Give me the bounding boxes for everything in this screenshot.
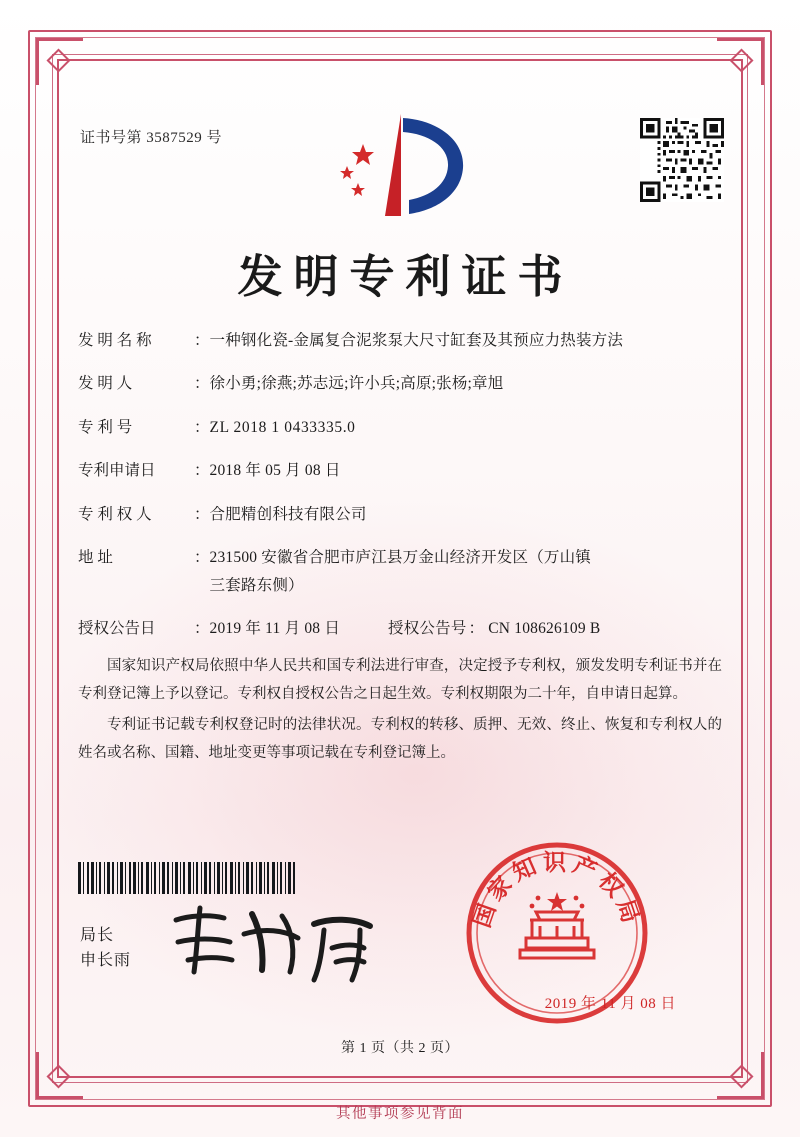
seal-date: 2019 年 11 月 08 日 xyxy=(544,996,676,1012)
page-title: 发明专利证书 xyxy=(237,250,574,303)
seal-arc-text: 国家知识产权局 xyxy=(468,849,646,931)
field-colon: ： xyxy=(194,418,210,436)
field-colon: ： xyxy=(194,375,210,393)
field-grant-announcement xyxy=(78,618,722,640)
field-value: 徐小勇;徐燕;苏志远;许小兵;高原;张杨;章旭 xyxy=(209,375,504,393)
field-label: 专 利 号 xyxy=(78,418,133,436)
field-label: 专利申请日 xyxy=(78,462,156,480)
cnipa-logo-icon xyxy=(325,110,475,225)
address-line-1: 231500 安徽省合肥市庐江县万金山经济开发区（万山镇 xyxy=(209,549,591,567)
field-label: 地 址 xyxy=(78,549,113,567)
field-value: ZL 2018 1 0433335.0 xyxy=(209,418,356,436)
qr-code-icon xyxy=(640,118,724,202)
field-patentee xyxy=(78,504,722,526)
page-indicator: 第 1 页（共 2 页） xyxy=(341,1041,459,1056)
field-label: 发 明 人 xyxy=(78,375,133,393)
director-title: 局长 xyxy=(80,927,115,944)
signature-block xyxy=(80,924,131,974)
grant-number-colon: ： xyxy=(468,620,485,638)
field-colon: ： xyxy=(194,505,210,523)
field-application-date xyxy=(78,460,722,482)
field-value xyxy=(210,547,722,597)
field-label: 专 利 权 人 xyxy=(78,505,152,523)
field-colon: ： xyxy=(194,332,210,349)
field-label: 发 明 名 称 xyxy=(78,332,152,349)
field-colon: ： xyxy=(194,620,210,638)
field-colon: ： xyxy=(194,462,210,480)
grant-number-value: CN 108626109 B xyxy=(488,620,601,638)
grant-date-value: 2019 年 11 月 08 日 xyxy=(209,620,341,638)
field-label: 授权公告日 xyxy=(78,620,156,638)
field-colon: ： xyxy=(194,549,210,567)
director-name: 申长雨 xyxy=(80,951,132,969)
field-patent-number xyxy=(78,417,722,439)
address-line-2: 三套路东侧） xyxy=(209,576,304,594)
field-list xyxy=(78,330,722,662)
grant-number-label: 授权公告号 xyxy=(388,620,467,638)
field-inventors xyxy=(78,373,722,395)
field-value: 2018 年 05 月 08 日 xyxy=(209,462,341,480)
legal-paragraph-2: 专利证书记载专利权登记时的法律状况。专利权的转移、质押、无效、终止、恢复和专利权人的姓名或名称、国籍、地址变更等事项记载在专利登记簿上。 xyxy=(78,716,722,761)
barcode xyxy=(78,862,296,894)
footer-note: 其他事项参见背面 xyxy=(336,1106,464,1122)
certificate-number: 证书号第 3587529 号 xyxy=(80,130,223,146)
legal-paragraph-1: 国家知识产权局依照中华人民共和国专利法进行审查，决定授予专利权，颁发发明专利证书并在专利登记簿上予以登记。专利权自授权公告之日起生效。专利权期限为二十年，自申请日起算。 xyxy=(78,658,722,703)
field-invention-name xyxy=(78,330,722,352)
field-value xyxy=(210,618,722,640)
field-value: 一种钢化瓷-金属复合泥浆泵大尺寸缸套及其预应力热装方法 xyxy=(209,332,624,349)
field-address xyxy=(78,547,722,597)
legal-text xyxy=(78,652,722,769)
handwritten-signature-icon xyxy=(164,900,394,990)
field-value: 合肥精创科技有限公司 xyxy=(209,505,367,523)
certificate-content xyxy=(72,72,728,1071)
